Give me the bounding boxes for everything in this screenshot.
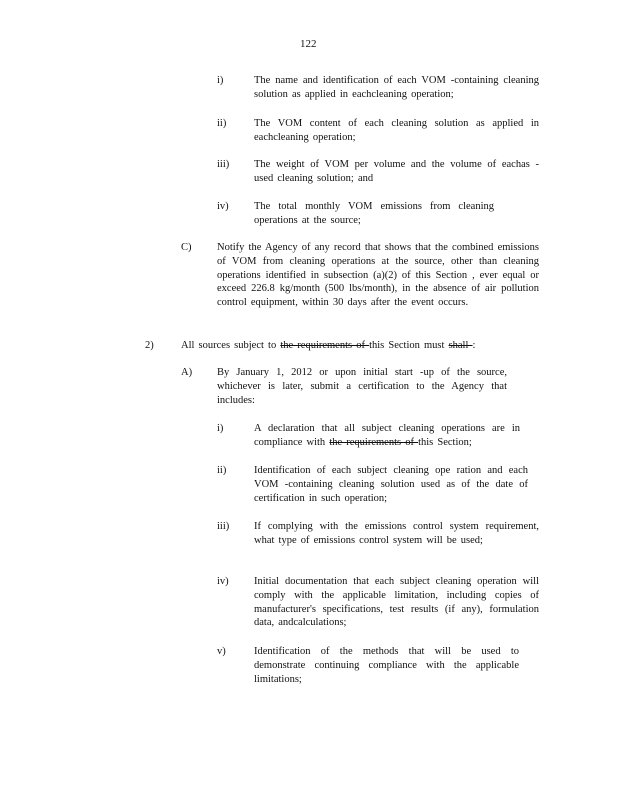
item-label: 2)	[145, 340, 154, 351]
item-text: The total monthly VOM emissions from cleaning operations at the source;	[254, 201, 494, 226]
item-label: A)	[181, 367, 193, 378]
deleted-text: the requirements of	[329, 436, 419, 448]
item-text: A declaration that all subject cleaning operations are in compliance with the requirements of this Section;	[254, 423, 520, 448]
item-text: All sources subject to the requirements of this Section must shall :	[181, 340, 476, 351]
item-text: By January 1, 2012 or upon initial start -up of the source, whichever is later, submit a certification to the Agency that includes:	[217, 367, 507, 406]
item-text: The name and identification of each VOM -containing cleaning solution as applied in eachcleaning operation;	[254, 75, 539, 100]
item-label: iv)	[217, 201, 229, 212]
item-text: If complying with the emissions control system requirement, what type of emissions control system will be used;	[254, 521, 539, 546]
item-text: Notify the Agency of any record that shows that the combined emissions of VOM from cleaning operations at the source, other than cleaning operations identified in subsection (a)(2) of this Section , ever equal or exceed 226.8 kg/month (500 lbs/month), in the absence of air pollution control equipment, within 30 days after the event occurs.	[217, 242, 539, 309]
item-label: ii)	[217, 465, 227, 476]
item-label: iii)	[217, 521, 230, 532]
deleted-text: the requirements of	[280, 340, 370, 351]
item-label: ii)	[217, 118, 227, 129]
item-text: Identification of each subject cleaning ope ration and each VOM -containing cleaning solution used as of the date of certification in such operation;	[254, 465, 528, 504]
item-text: Identification of the methods that will be used to demonstrate continuing compliance with the applicable limitations;	[254, 646, 519, 685]
item-text: Initial documentation that each subject cleaning operation will comply with the applicable limitation, including copies of manufacturer's specifications, test results (if any), formulation data, andcalculations;	[254, 576, 539, 629]
page-number: 122	[300, 38, 317, 50]
deleted-text: shall	[448, 340, 473, 351]
item-text: The VOM content of each cleaning solution as applied in eachcleaning operation;	[254, 118, 539, 143]
item-label: C)	[181, 242, 192, 253]
item-label: i)	[217, 423, 224, 434]
item-text: The weight of VOM per volume and the volume of eachas -used cleaning solution; and	[254, 159, 539, 184]
item-label: iii)	[217, 159, 230, 170]
item-label: i)	[217, 75, 224, 86]
item-label: v)	[217, 646, 226, 657]
item-label: iv)	[217, 576, 229, 587]
